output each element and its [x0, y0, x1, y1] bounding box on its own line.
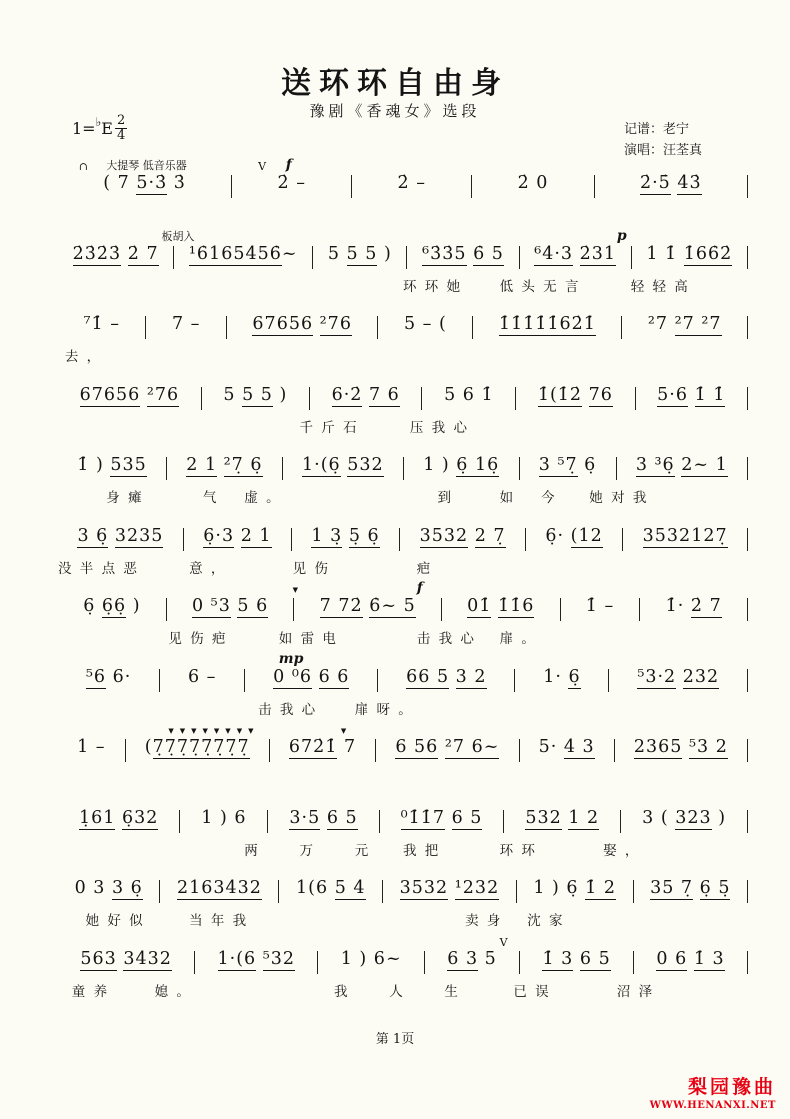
lyric-segment: 沈 家	[527, 913, 565, 929]
lyric-segment: 低 头 无 言	[499, 278, 581, 295]
lyric-segment: 扉 呀 。	[354, 701, 414, 718]
measure: 5·6 1̇ 1̇	[657, 384, 726, 405]
key-tonic: E	[101, 118, 113, 138]
measure: ⁰1̇1̇7 6 5	[400, 807, 483, 828]
score-line	[58, 297, 748, 368]
score-annotation: ∩	[78, 160, 88, 173]
measure: 7 72̇ 6̇~ 5	[319, 596, 416, 616]
lyric-segment: 没 半 点 恶	[58, 560, 139, 577]
measure: 1̇(1̇2̇ 76	[537, 384, 613, 405]
measure: 1̇ ) 535	[77, 455, 147, 475]
measure: 6̣· (12	[545, 525, 603, 546]
measure: 2 1 ²7̣ 6̣	[186, 455, 263, 475]
site-watermark	[650, 1072, 776, 1111]
lyric-segment: 元	[354, 842, 371, 859]
measure: 67656 ²76	[252, 314, 352, 334]
measure: ¹6̇165456̇~	[188, 243, 298, 264]
measure: 5 – (	[403, 314, 447, 334]
measure: 1 ) 6̣ 16̣	[423, 455, 500, 475]
score-annotation: f	[285, 157, 292, 173]
score-line	[58, 720, 748, 791]
watermark-site-name: 梨园豫曲	[687, 1076, 776, 1098]
score-annotation: ▼▼▼▼▼▼▼▼	[168, 727, 260, 735]
score-annotation: V	[499, 935, 508, 949]
score-line	[58, 932, 748, 1003]
measure: 1·(6 ⁵32	[217, 948, 296, 969]
lyric-segment: 娶 ，	[603, 842, 641, 859]
lyric-segment: 两	[244, 842, 260, 859]
measure: 1 –	[77, 737, 106, 757]
measure: 5 6 1̇	[444, 384, 494, 405]
lyric-segment: 当 年 我	[189, 913, 249, 929]
measure: 3 ⁵7̣ 6̣	[538, 455, 597, 475]
page-number: 第 1页	[375, 1032, 415, 1047]
score-annotation: ▼	[340, 727, 353, 735]
score-line	[58, 156, 748, 227]
measure: 0 3 3 6̣	[74, 878, 143, 898]
score-body	[58, 156, 748, 1002]
lyric-segment: 意 ，	[189, 560, 227, 577]
score-annotation: 大提琴 低音乐器	[106, 159, 187, 172]
measure: 2̇ –	[397, 173, 426, 193]
measure: 3532 2 7̣	[419, 525, 506, 546]
score-line	[58, 579, 748, 650]
lyric-segment: 万	[299, 842, 315, 859]
lyric-segment: 见 伤	[292, 560, 330, 577]
lyric-segment: 沼 泽	[616, 983, 655, 1000]
score-annotation: p	[616, 227, 627, 244]
measure: ⁵6 6·	[85, 666, 132, 687]
measure: 1 1̇ 1̇66̇2̇	[646, 243, 733, 264]
lyric-segment: 我	[334, 983, 350, 1000]
lyric-segment: 今	[541, 490, 557, 506]
measure: 532 1 2	[525, 807, 600, 828]
lyric-segment: 媳 。	[154, 983, 192, 1000]
measure: ⁵3·2 232	[637, 666, 720, 687]
score-annotation: V	[258, 160, 267, 173]
barline	[747, 810, 748, 833]
measure: 1 ) 6~	[340, 948, 402, 969]
measure: 67656 ²76	[79, 384, 180, 405]
score-line	[58, 509, 748, 580]
measure: 563 3432	[80, 948, 172, 969]
measure: ⁶4·3 2̇31	[534, 243, 617, 264]
measure: 3 ( 323 )	[642, 807, 727, 828]
meter-denominator: 4	[116, 127, 126, 143]
measure: 2̇ 0	[517, 173, 549, 193]
measure: 5· 4 3	[538, 737, 595, 757]
measure: 1̇ –	[585, 596, 615, 616]
barline	[747, 739, 748, 762]
lyric-segment: 疤	[416, 560, 433, 577]
time-signature	[115, 114, 127, 142]
measure: 672̇1̇ 7	[288, 737, 357, 757]
measure: 1· 6̣	[543, 666, 581, 687]
barline	[747, 669, 748, 692]
measure: 66 5 3 2	[406, 666, 487, 687]
measure: 1 ) 6	[201, 807, 247, 828]
barline	[747, 598, 748, 621]
measure: 6 3 5	[447, 948, 497, 969]
measure: 6 –	[187, 666, 217, 687]
key-time-signature	[72, 114, 127, 142]
singer-credit: 演唱：汪荃真	[623, 142, 702, 158]
score-annotation: f	[416, 580, 423, 596]
key-prefix: 1=	[72, 118, 96, 138]
measure: 35 7̣ 6̣ 5̣	[650, 878, 731, 898]
flat-accidental: ♭	[95, 115, 102, 130]
measure: 1(6 5 4	[296, 878, 366, 898]
measure: 0 ⁵3 5 6	[191, 596, 269, 616]
measure: 6̣·3 2 1	[203, 525, 272, 546]
measure: 1 3̣ 5̣ 6̣	[311, 525, 380, 546]
lyric-segment: 到	[437, 490, 453, 506]
measure: 6̣ 6̣6̣ )	[83, 596, 141, 616]
score-annotation: mp	[278, 650, 304, 667]
measure: 1̇· 2̇ 7	[665, 596, 722, 616]
measure: ( 7 5·3̇ 3̇	[103, 173, 186, 193]
lyric-segment: 她 对 我	[589, 490, 649, 506]
lyric-segment: 气	[202, 490, 219, 506]
meter-numerator: 2	[116, 113, 126, 128]
measure: 1̇ 3 6 5	[542, 948, 611, 969]
lyric-segment: 生	[444, 983, 460, 1000]
page-title: 送环环自由身	[281, 66, 509, 101]
measure: 2163432	[176, 878, 262, 898]
measure: 3 ³6̣ 2~ 1	[635, 455, 728, 475]
lyric-segment: 她 好 似	[85, 913, 145, 929]
lyric-segment: 压 我 心	[409, 419, 469, 436]
measure: ⁷1̇ –	[83, 314, 120, 334]
score-line	[58, 368, 748, 439]
measure: 2̇·5̇ 4̇3̇	[639, 173, 702, 193]
lyric-segment: 击 我 心	[258, 701, 318, 718]
measure: 0 6 1̇ 3	[656, 948, 725, 969]
lyric-segment: 扉 。	[499, 631, 537, 647]
measure: ⁶3̇3̇5 6̇ 5	[422, 243, 504, 264]
measure: 7 –	[171, 314, 201, 334]
score-line	[58, 438, 748, 509]
measure: 5 5 5 )	[327, 243, 392, 264]
score-line	[58, 227, 748, 298]
measure: 3532 ¹232	[399, 878, 500, 898]
measure: 01̇ 1̇1̇6	[467, 596, 535, 616]
measure: 1 ) 6̣ 1̇ 2	[533, 878, 616, 898]
watermark-site-url: WWW.HENANXI.NET	[649, 1100, 776, 1111]
measure: 1·(6̣ 532	[302, 455, 384, 475]
barline	[747, 316, 748, 339]
measure: 1̇1̇1̇1̇1̇62̇1̇	[498, 314, 596, 334]
score-annotation: 板胡入	[161, 229, 195, 243]
score-annotation: ▼	[292, 586, 304, 594]
measure: 3·5 6 5	[289, 807, 358, 828]
measure: (7̣7̣7̣7̣7̣7̣7̣7̣	[144, 737, 250, 757]
lyric-segment: 环 环	[499, 842, 537, 859]
lyric-segment: 身 瘫	[106, 490, 144, 506]
lyric-segment: 去 ，	[64, 349, 103, 365]
measure: 6 56 ²7 6~	[395, 737, 500, 757]
measure: 1̣61 6̣32	[78, 807, 159, 828]
measure: 3 6̣ 3235	[77, 525, 164, 546]
lyric-segment: 虚 。	[244, 490, 282, 506]
lyric-segment: 击 我 心	[416, 631, 476, 647]
barline	[747, 457, 748, 480]
barline	[747, 880, 748, 903]
barline	[747, 246, 748, 269]
lyric-segment: 如	[499, 490, 516, 506]
measure: 2365 ⁵3 2	[633, 737, 728, 757]
lyric-segment: 我 把	[403, 842, 441, 859]
measure: 0 ⁰6 6 6	[273, 666, 350, 687]
barline	[747, 951, 748, 974]
lyric-segment: 轻 轻 高	[630, 278, 690, 295]
lyric-segment: 人	[389, 983, 405, 1000]
score-line	[58, 791, 748, 862]
measure: 6·2̇ 7 6	[331, 384, 400, 405]
transcriber-credit: 记谱：老宁	[623, 122, 689, 137]
lyric-segment: 卖 身	[465, 913, 503, 929]
measure: 2̇3̇2̇3̇ 2̇ 7	[72, 243, 159, 264]
lyric-segment: 童 养	[71, 983, 110, 1000]
barline	[747, 387, 748, 410]
measure: 3532127̣	[642, 525, 728, 546]
measure: 5 5 5 )	[223, 384, 288, 405]
barline	[747, 528, 748, 551]
lyric-segment: 千 斤 石	[299, 419, 359, 436]
lyric-segment: 如 雷 电	[278, 631, 338, 647]
barline	[747, 175, 748, 198]
lyric-segment: 已 误	[513, 983, 551, 1000]
lyric-segment: 见 伤 疤	[168, 631, 228, 647]
measure: 2̇ –	[277, 173, 306, 193]
score-line	[58, 650, 748, 721]
page-subtitle: 豫剧《香魂女》选段	[309, 102, 481, 120]
lyric-segment: 环 环 她	[403, 278, 463, 295]
score-line	[58, 861, 748, 932]
measure: ²7 ²7 ²7	[647, 314, 722, 334]
